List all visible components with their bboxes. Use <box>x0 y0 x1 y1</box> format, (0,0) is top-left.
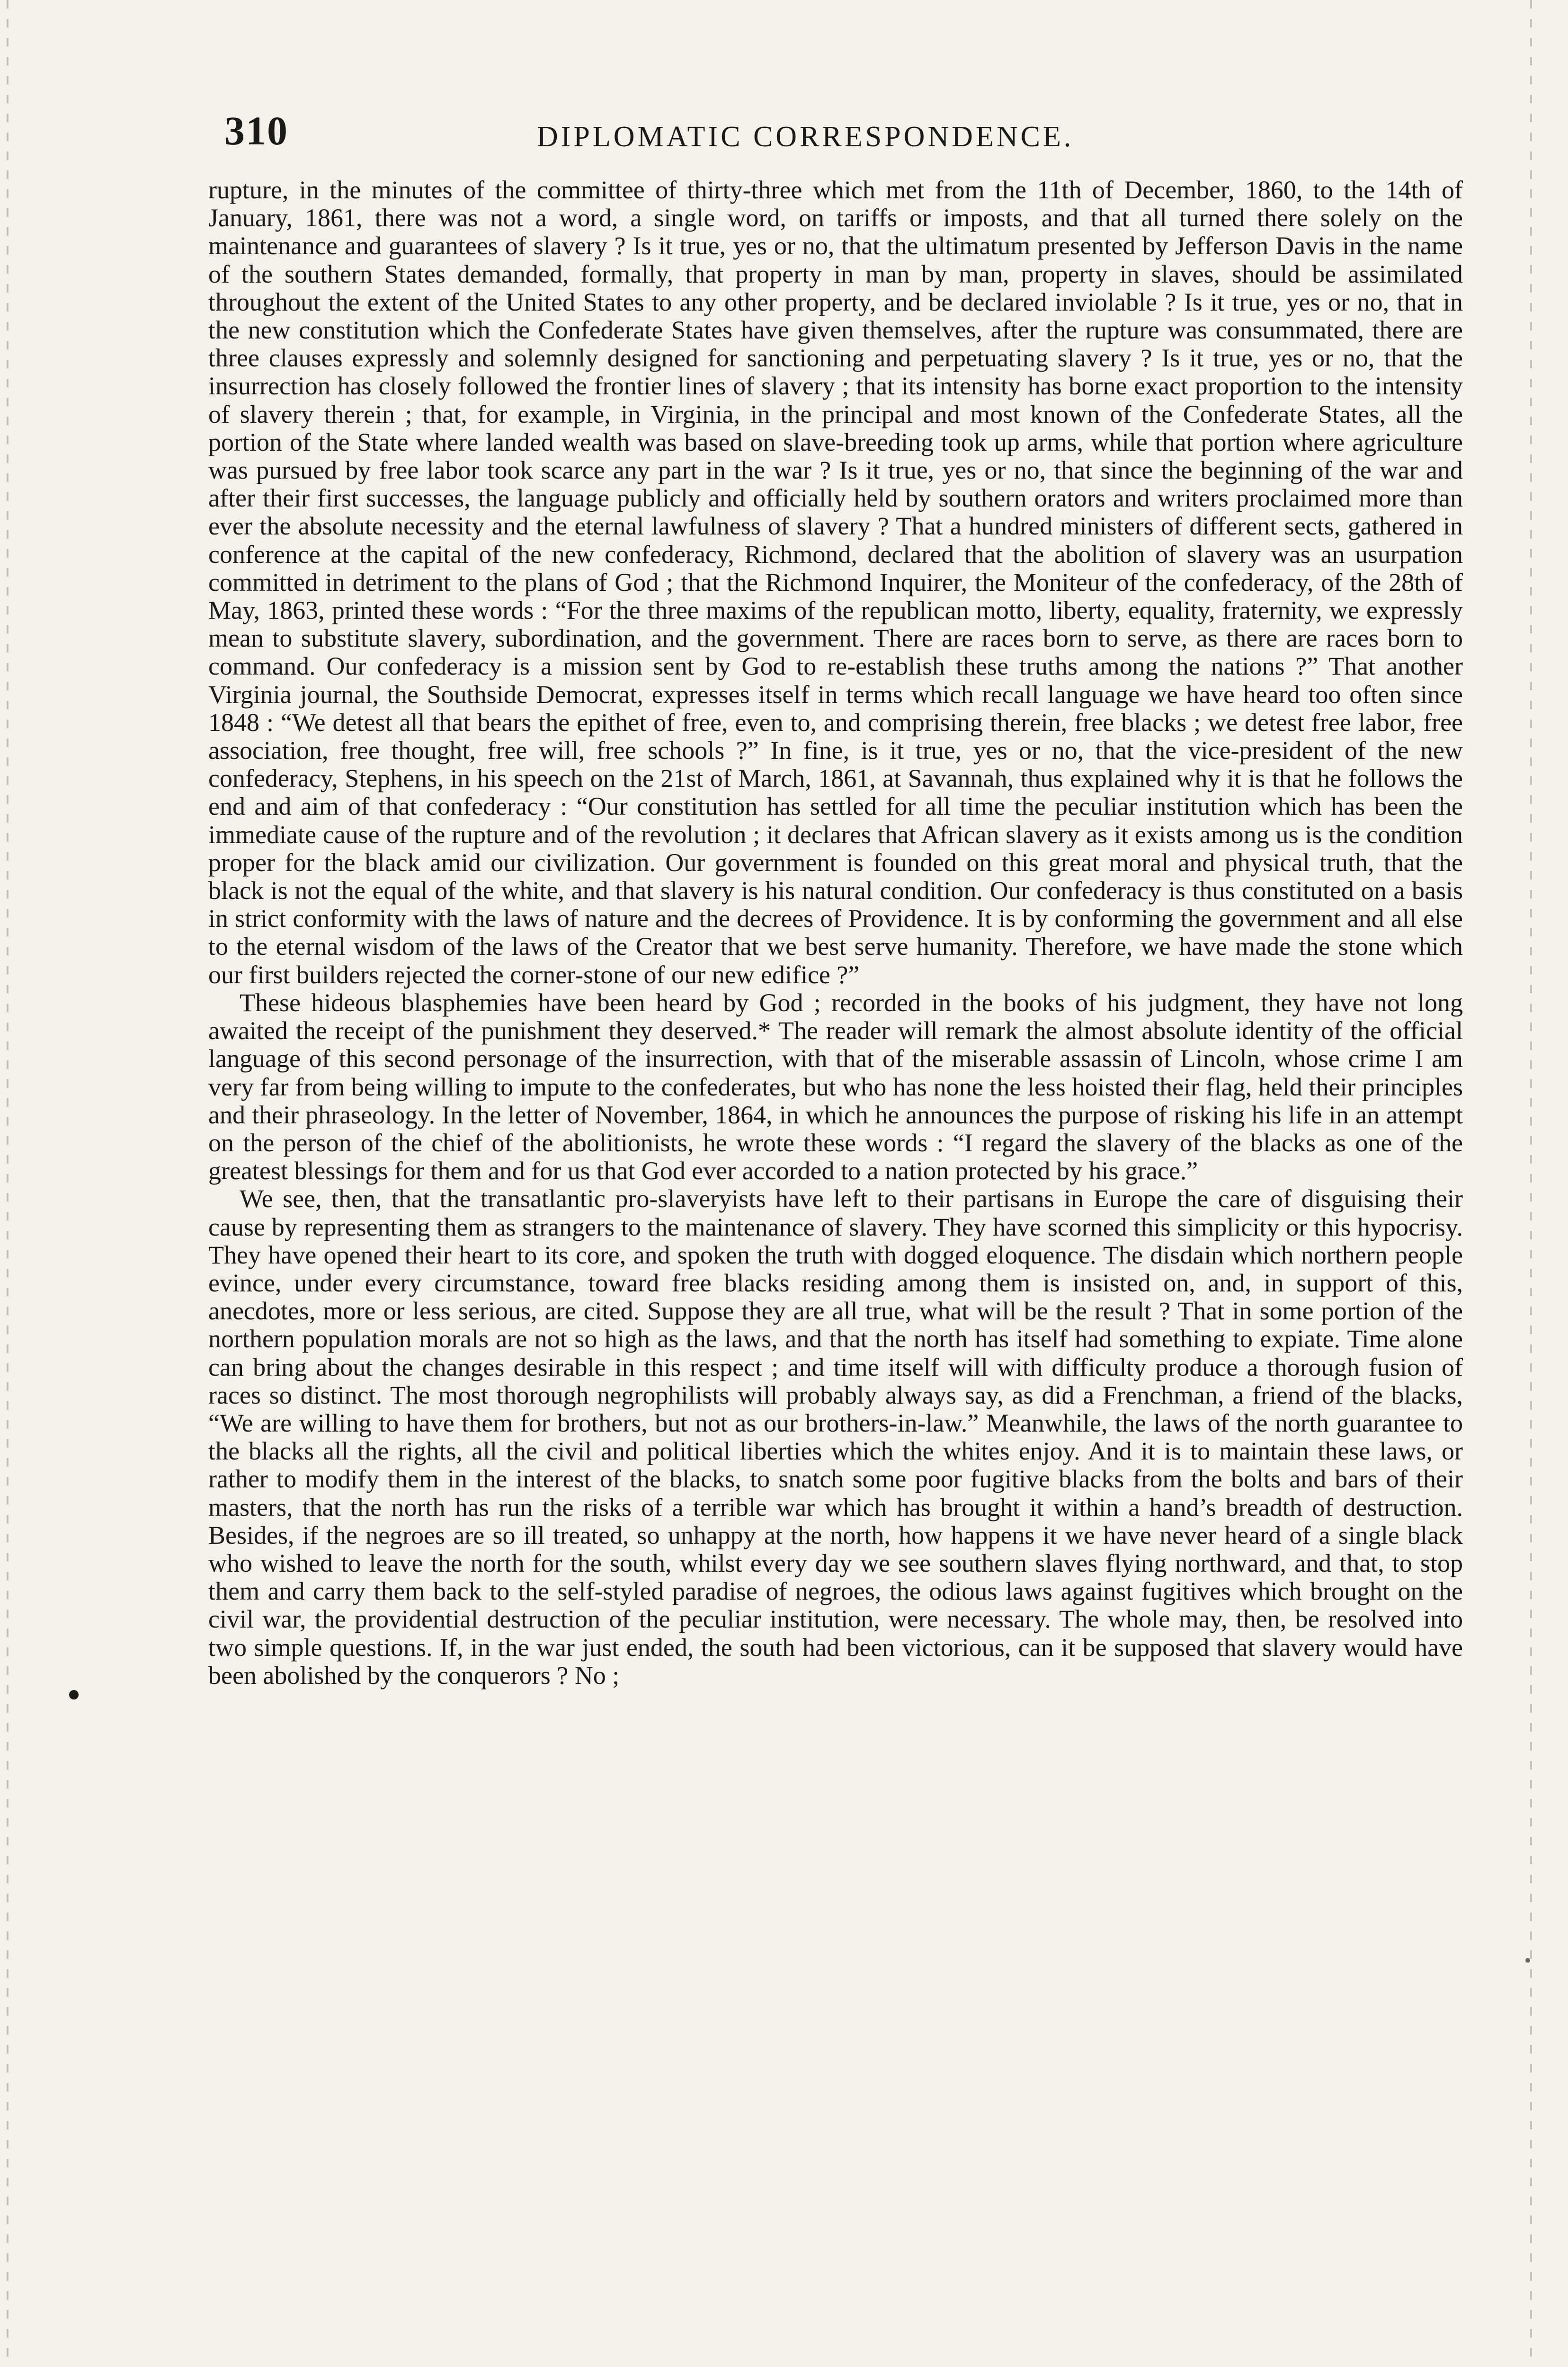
left-margin-rule <box>7 0 9 2367</box>
page-header <box>224 107 1446 159</box>
right-margin-rule <box>1530 0 1532 2367</box>
page-number: 310 <box>224 108 288 153</box>
margin-mark <box>69 1690 79 1700</box>
paragraph: We see, then, that the transatlantic pro-slaveryists have left to their partisans in Europe the care of disguising their cause by representing them as strangers to the maintenance of slavery. They have scorned this simplicity or this hypocrisy. They have opened their heart to its core, and spoken the truth with dogged eloquence. The disdain which northern people evince, under every circumstance, toward free blacks residing among them is insisted on, and, in support of this, anecdotes, more or less serious, are cited. Suppose they are all true, what will be the result ? That in some portion of the northern population morals are not so high as the laws, and that the north has itself had something to expiate. Time alone can bring about the changes desirable in this respect ; and time itself will with difficulty produce a thorough fusion of races so distinct. The most thorough negrophilists will probably always say, as did a Frenchman, a friend of the blacks, “We are willing to have them for brothers, but not as our brothers-in-law.” Meanwhile, the laws of the north guarantee to the blacks all the rights, all the civil and political liberties which the whites enjoy. And it is to maintain these laws, or rather to modify them in the interest of the blacks, to snatch some poor fugitive blacks from the bolts and bars of their masters, that the north has run the risks of a terrible war which has brought it within a hand’s breadth of destruction. Besides, if the negroes are so ill treated, so unhappy at the north, how happens it we have never heard of a single black who wished to leave the north for the south, whilst every day we see southern slaves flying northward, and that, to stop them and carry them back to the self-styled paradise of negroes, the odious laws against fugitives which brought on the civil war, the providential destruction of the peculiar institution, were necessary. The whole may, then, be resolved into two simple questions. If, in the war just ended, the south had been victorious, can it be supposed that slavery would have been abolished by the conquerors ? No ; <box>208 1184 1463 1690</box>
paragraph: rupture, in the minutes of the committee of thirty-three which met from the 11th of December, 1860, to the 14th of January, 1861, there was not a word, a single word, on tariffs or imposts, and that all turned there solely on the maintenance and guarantees of slavery ? Is it true, yes or no, that the ultimatum presented by Jefferson Davis in the name of the southern States demanded, formally, that property in man by man, property in slaves, should be assimilated throughout the extent of the United States to any other property, and be declared inviolable ? Is it true, yes or no, that in the new constitution which the Confederate States have given themselves, after the rupture was consummated, there are three clauses expressly and solemnly designed for sanctioning and perpetuating slavery ? Is it true, yes or no, that the insurrection has closely followed the frontier lines of slavery ; that its intensity has borne exact proportion to the intensity of slavery therein ; that, for example, in Virginia, in the principal and most known of the Confederate States, all the portion of the State where landed wealth was based on slave-breeding took up arms, while that portion where agriculture was pursued by free labor took scarce any part in the war ? Is it true, yes or no, that since the beginning of the war and after their first successes, the language publicly and officially held by southern orators and writers proclaimed more than ever the absolute necessity and the eternal lawfulness of slavery ? That a hundred ministers of different sects, gathered in conference at the capital of the new confederacy, Richmond, declared that the abolition of slavery was an usurpation committed in detriment to the plans of God ; that the Richmond Inquirer, the Moniteur of the confederacy, of the 28th of May, 1863, printed these words : “For the three maxims of the republican motto, liberty, equality, fraternity, we expressly mean to substitute slavery, subordination, and the government. There are races born to serve, as there are races born to command. Our confederacy is a mission sent by God to re-establish these truths among the nations ?” That another Virginia journal, the Southside Democrat, expresses itself in terms which recall language we have heard too often since 1848 : “We detest all that bears the epithet of free, even to, and comprising therein, free blacks ; we detest free labor, free association, free thought, free will, free schools ?” In fine, is it true, yes or no, that the vice-president of the new confederacy, Stephens, in his speech on the 21st of March, 1861, at Savannah, thus explained why it is that he follows the end and aim of that confederacy : “Our constitution has settled for all time the peculiar institution which has been the immediate cause of the rupture and of the revolution ; it declares that African slavery as it exists among us is the condition proper for the black amid our civilization. Our government is founded on this great moral and physical truth, that the black is not the equal of the white, and that slavery is his natural condition. Our confederacy is thus constituted on a basis in strict conformity with the laws of nature and the decrees of Providence. It is by conforming the government and all else to the eternal wisdom of the laws of the Creator that we best serve humanity. Therefore, we have made the stone which our first builders rejected the corner-stone of our new edifice ?” <box>208 176 1463 989</box>
running-head: DIPLOMATIC CORRESPONDENCE. <box>537 121 1074 153</box>
margin-speck <box>1525 1958 1530 1963</box>
paragraph: These hideous blasphemies have been heard by God ; recorded in the books of his judgment, they have not long awaited the receipt of the punishment they deserved.* The reader will remark the almost absolute identity of the official language of this second personage of the insurrection, with that of the miserable assassin of Lincoln, whose crime I am very far from being willing to impute to the confederates, but who has none the less hoisted their flag, held their principles and their phraseology. In the letter of November, 1864, in which he announces the purpose of risking his life in an attempt on the person of the chief of the abolitionists, he wrote these words : “I regard the slavery of the blacks as one of the greatest blessings for them and for us that God ever accorded to a nation protected by his grace.” <box>208 988 1463 1185</box>
body-text <box>208 176 1463 1690</box>
